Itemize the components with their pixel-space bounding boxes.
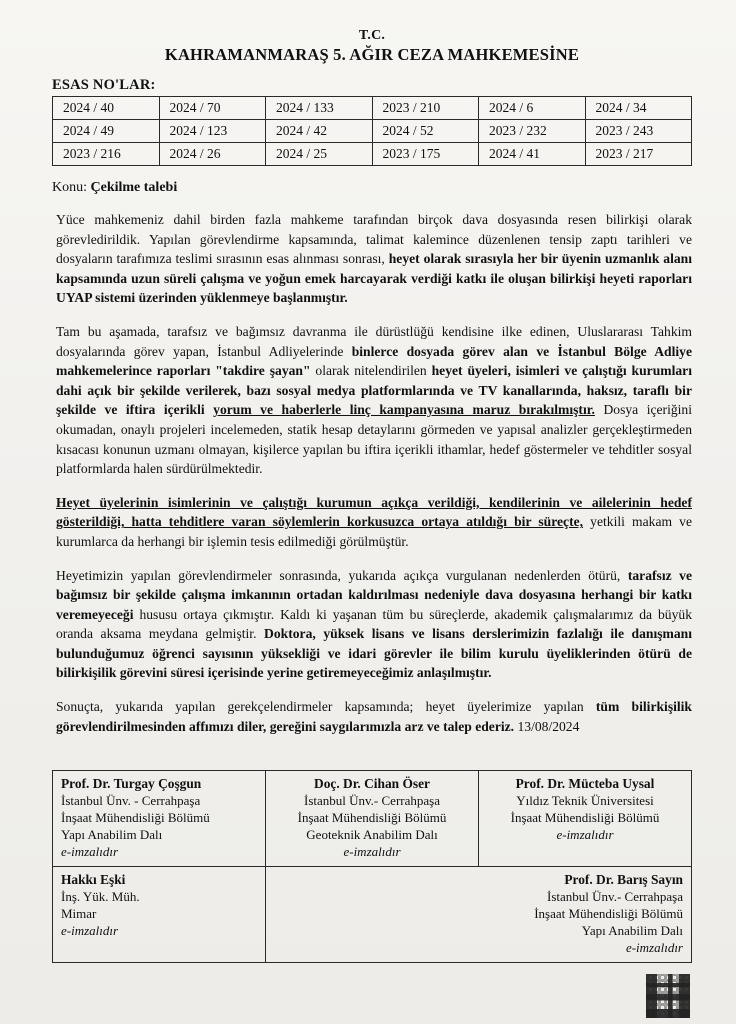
signature-cell-eski: [53, 867, 266, 963]
esas-cell: 2024 / 52: [372, 120, 479, 143]
esas-numbers-label: ESAS NO'LAR:: [52, 77, 156, 93]
p2-part-a: Tam bu aşamada, tarafsız ve bağımsız davranma ile dürüstlüğü kendisine ilke edinen, Uluslararası Tahkim dosyalarında görev yapan, İstanbul Adliyelerinde: [56, 323, 692, 359]
signer-line: Yıldız Teknik Üniversitesi: [516, 793, 654, 808]
p2-part-b: binlerce dosyada görev alan ve İstanbul Bölge Adliye mahkemelerince raporları "takdire şayan": [56, 343, 692, 379]
paragraph-1: [52, 210, 692, 308]
table-row: [53, 771, 692, 867]
p4-part-b: tarafsız ve bağımsız bir şekilde çalışma imkanının ortadan kaldırılması nedeniyle dava dosyasına herhangi bir katkı veremeyeceği: [56, 567, 692, 622]
table-row: [53, 143, 692, 166]
signer-line: Yapı Anabilim Dalı: [61, 827, 163, 842]
esas-cell: 2024 / 34: [585, 97, 692, 120]
signer-line: İstanbul Ünv. - Cerrahpaşa: [61, 793, 201, 808]
signer-line: İnşaat Mühendisliği Bölümü: [510, 810, 660, 825]
e-signature-note: e-imzalıdır: [625, 940, 683, 955]
p3-part-b: yetkili makam ve kurumlarca da herhangi bir işlemin tesis edilmediği görülmüştür.: [56, 514, 693, 549]
paragraph-5: [52, 697, 692, 736]
document-body: [52, 210, 692, 736]
esas-cell: 2023 / 216: [53, 143, 160, 166]
esas-cell: 2024 / 26: [159, 143, 266, 166]
qr-code-icon: [646, 974, 690, 1018]
e-signature-note: e-imzalıdır: [556, 827, 614, 842]
esas-cell: 2023 / 175: [372, 143, 479, 166]
e-signature-note: e-imzalıdır: [61, 844, 119, 859]
esas-cell: 2024 / 25: [266, 143, 373, 166]
esas-cell: 2024 / 42: [266, 120, 373, 143]
esas-cell: 2023 / 217: [585, 143, 692, 166]
p2-part-e: yorum ve haberlerle linç kampanyasına maruz bırakılmıştır.: [213, 402, 595, 418]
paragraph-4: [52, 566, 692, 684]
p2-part-d: heyet üyeleri, isimleri ve çalıştığı kurumları dahi açık bir şekilde verilerek, bazı sosyal medya platformlarında ve TV kanallarında, haksız, taraflı bir şekilde ve iftira içerikli: [56, 363, 692, 418]
esas-cell: 2024 / 70: [159, 97, 266, 120]
signer-line: İnş. Yük. Müh.: [61, 889, 140, 904]
signature-table: [52, 770, 692, 963]
header-court-name: KAHRAMANMARAŞ 5. AĞIR CEZA MAHKEMESİNE: [164, 45, 580, 64]
signature-cell-sayin: [266, 867, 692, 963]
e-signature-note: e-imzalıdır: [61, 923, 119, 938]
signature-cell-oser: [266, 771, 479, 867]
signature-cell-uysal: [479, 771, 692, 867]
esas-cell: 2024 / 133: [266, 97, 373, 120]
esas-cell: 2023 / 232: [479, 120, 586, 143]
p4-part-d: Doktora, yüksek lisans ve lisans derslerimizin fazlalığı ile danışmanı bulunduğumuz öğrenci sayısının yüksekliği ve idari görevler ile bilim kurulu üyeliklerinden ötürü de bilirkişilik görevini süresi içerisinde yerine getiremeyeceğimiz anlaşılmıştır.: [56, 626, 692, 681]
signer-line: İstanbul Ünv.- Cerrahpaşa: [547, 889, 683, 904]
p5-part-b: tüm bilirkişilik görevlendirilmesinden affımızı diler, gereğini saygılarımızla arz ve talep ederiz.: [56, 699, 692, 734]
p2-part-f: Dosya içeriğini okumadan, onaylı projeleri incelemeden, statik hesap detaylarını görmeden ve yapısal analizler gerçekleştirmeden kısacası konunun uzmanı olmayan, kişilerce yapılan bu iftira içerikli ithamlar, hedef göstermeler ve tehditler sosyal platformlarda halen sürdürülmektedir.: [56, 402, 693, 477]
p2-part-c: olarak nitelendirilen: [310, 363, 432, 379]
p5-date: 13/08/2024: [514, 718, 580, 734]
subject-label: Konu:: [52, 180, 87, 195]
e-signature-note: e-imzalıdır: [343, 844, 401, 859]
subject-line: [52, 180, 692, 196]
signer-line: İstanbul Ünv.- Cerrahpaşa: [304, 793, 440, 808]
p4-part-c: hususu ortaya çıkmıştır. Kaldı ki yaşanan tüm bu süreçlerde, akademik çalışmalarımız da büyük oranda aksama meydana gelmiştir.: [56, 606, 692, 642]
signer-line: Geoteknik Anabilim Dalı: [306, 827, 438, 842]
table-row: [53, 120, 692, 143]
signer-name: Prof. Dr. Barış Sayın: [564, 872, 683, 887]
esas-numbers-table: [52, 96, 692, 166]
p3-part-a: Heyet üyelerinin isimlerinin ve çalıştığı kurumun açıkça verildiği, kendilerinin ve ailelerinin hedef gösterildiği, hatta tehditlere varan söylemlerin korkusuzca ortaya atıldığı bir süreçte,: [56, 494, 692, 530]
p1-part-b: heyet olarak sırasıyla her bir üyenin uzmanlık alanı kapsamında uzun süreli çalışma ve yoğun emek harcayarak verdiği katkı ile oluşan bilirkişi heyeti raporları UYAP sistemi üzerinden yüklenmeye başlanmıştır.: [56, 251, 692, 306]
esas-cell: 2024 / 123: [159, 120, 266, 143]
esas-cell: 2024 / 6: [479, 97, 586, 120]
p4-part-a: Heyetimizin yapılan görevlendirmeler sonrasında, yukarıda açıkça vurgulanan nedenlerden ötürü,: [56, 567, 628, 583]
signer-line: İnşaat Mühendisliği Bölümü: [297, 810, 447, 825]
esas-cell: 2023 / 210: [372, 97, 479, 120]
signer-name: Prof. Dr. Turgay Çoşgun: [61, 776, 202, 791]
signature-cell-cosgun: [53, 771, 266, 867]
signer-name: Doç. Dr. Cihan Öser: [314, 776, 430, 791]
paragraph-2: [52, 322, 692, 479]
signer-line: İnşaat Mühendisliği Bölümü: [534, 906, 683, 921]
esas-cell: 2024 / 49: [53, 120, 160, 143]
p5-part-a: Sonuçta, yukarıda yapılan gerekçelendirmeler kapsamında; heyet üyelerimize yapılan: [56, 699, 596, 715]
paragraph-3: [52, 493, 692, 552]
table-row: [53, 97, 692, 120]
esas-cell: 2024 / 40: [53, 97, 160, 120]
signer-name: Prof. Dr. Mücteba Uysal: [515, 776, 655, 791]
esas-cell: 2024 / 41: [479, 143, 586, 166]
header-tc: T.C.: [358, 28, 386, 43]
document-header: [52, 28, 692, 65]
p1-part-a: Yüce mahkemeniz dahil birden fazla mahkeme tarafından birçok dava dosyasında resen bilirkişi olarak görevledirildik. Yapılan görevlendirme kapsamında, talimat kalemince düzenlenen tensip zaptı tarihleri ve dosyaların tarafımıza teslimi sırasının esas alınması sonrası,: [56, 212, 692, 267]
signer-line: Yapı Anabilim Dalı: [581, 923, 683, 938]
esas-cell: 2023 / 243: [585, 120, 692, 143]
signer-name: Hakkı Eşki: [61, 872, 126, 887]
subject-value: Çekilme talebi: [90, 180, 178, 195]
signer-line: Mimar: [61, 906, 97, 921]
table-row: [53, 867, 692, 963]
signer-line: İnşaat Mühendisliği Bölümü: [61, 810, 210, 825]
